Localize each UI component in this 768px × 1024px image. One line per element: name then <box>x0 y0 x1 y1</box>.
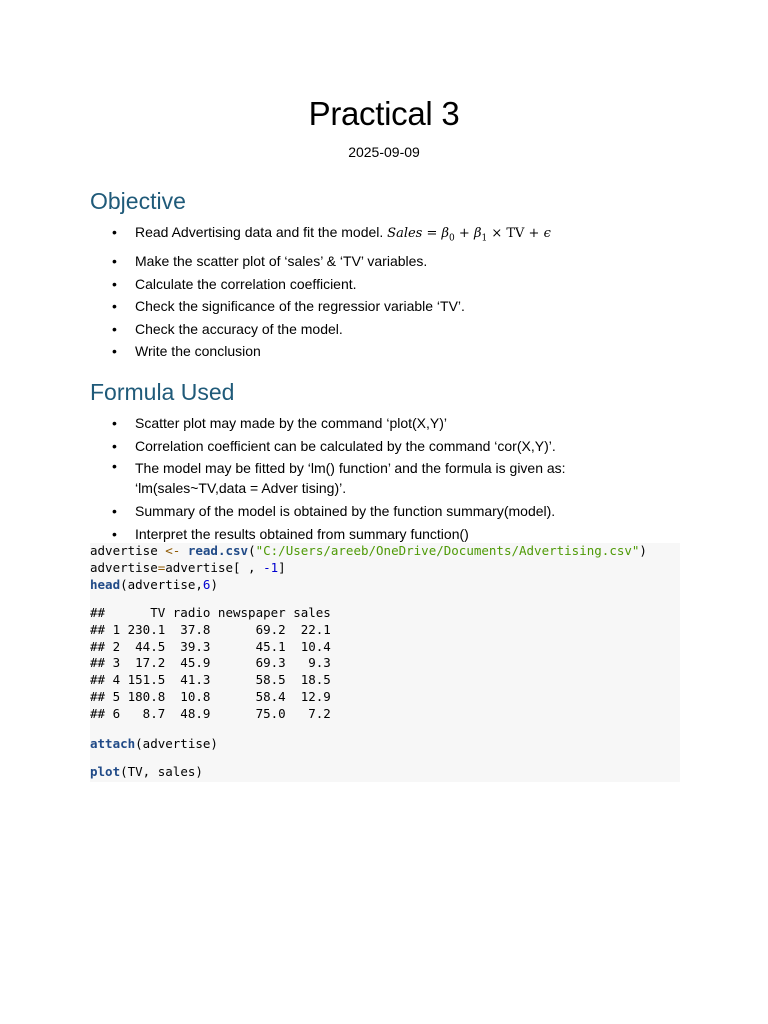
output-line: ## 6 8.7 48.9 75.0 7.2 <box>90 705 331 721</box>
formula-used-list <box>90 412 650 545</box>
list-item: • Interpret the results obtained from summary function() <box>90 523 650 546</box>
list-item: • Calculate the correlation coefficient. <box>90 273 650 296</box>
objective-list <box>90 221 650 363</box>
code-output <box>90 605 331 723</box>
output-line: ## 5 180.8 10.8 58.4 12.9 <box>90 688 331 704</box>
list-item: • Write the conclusion <box>90 340 650 363</box>
page-date: 2025-09-09 <box>348 144 420 160</box>
output-line: ## 4 151.5 41.3 58.5 18.5 <box>90 672 331 688</box>
list-item: • The model may be fitted by ‘lm() function’ and the formula is given as: ‘lm(sales~TV,data = Adver tising)’. <box>90 457 650 500</box>
output-line: ## TV radio newspaper sales <box>90 605 331 620</box>
formula-used-heading: Formula Used <box>90 379 235 405</box>
model-formula: Sales = $\beta_0 + \beta_1$ × TV + ϵ <box>387 226 551 244</box>
list-item: • Summary of the model is obtained by the function summary(model). <box>90 500 650 523</box>
list-item <box>90 221 650 250</box>
code-input-read: advertise <- read.csv("C:/Users/areeb/OneDrive/Documents/Advertising.csv") advertise=advertise[ , -1] head(advertise,6) <box>90 543 647 592</box>
objective-heading: Objective <box>90 188 186 214</box>
code-input-plot: plot(TV, sales) <box>90 764 203 779</box>
page-title: Practical 3 <box>308 95 460 132</box>
list-item: • Correlation coefficient can be calculated by the command ‘cor(X,Y)’. <box>90 435 650 458</box>
list-item: • Check the accuracy of the model. <box>90 318 650 341</box>
list-item: • Make the scatter plot of ‘sales’ & ‘TV’ variables. <box>90 250 650 273</box>
list-item: • Check the significance of the regressior variable ‘TV’. <box>90 295 650 318</box>
list-item: • Scatter plot may made by the command ‘plot(X,Y)’ <box>90 412 650 435</box>
output-line: ## 3 17.2 45.9 69.3 9.3 <box>90 655 331 671</box>
output-line: ## 1 230.1 37.8 69.2 22.1 <box>90 621 331 637</box>
objective-item-text: Read Advertising data and fit the model. <box>135 224 384 240</box>
code-input-attach: attach(advertise) <box>90 736 218 751</box>
output-line: ## 2 44.5 39.3 45.1 10.4 <box>90 638 331 654</box>
